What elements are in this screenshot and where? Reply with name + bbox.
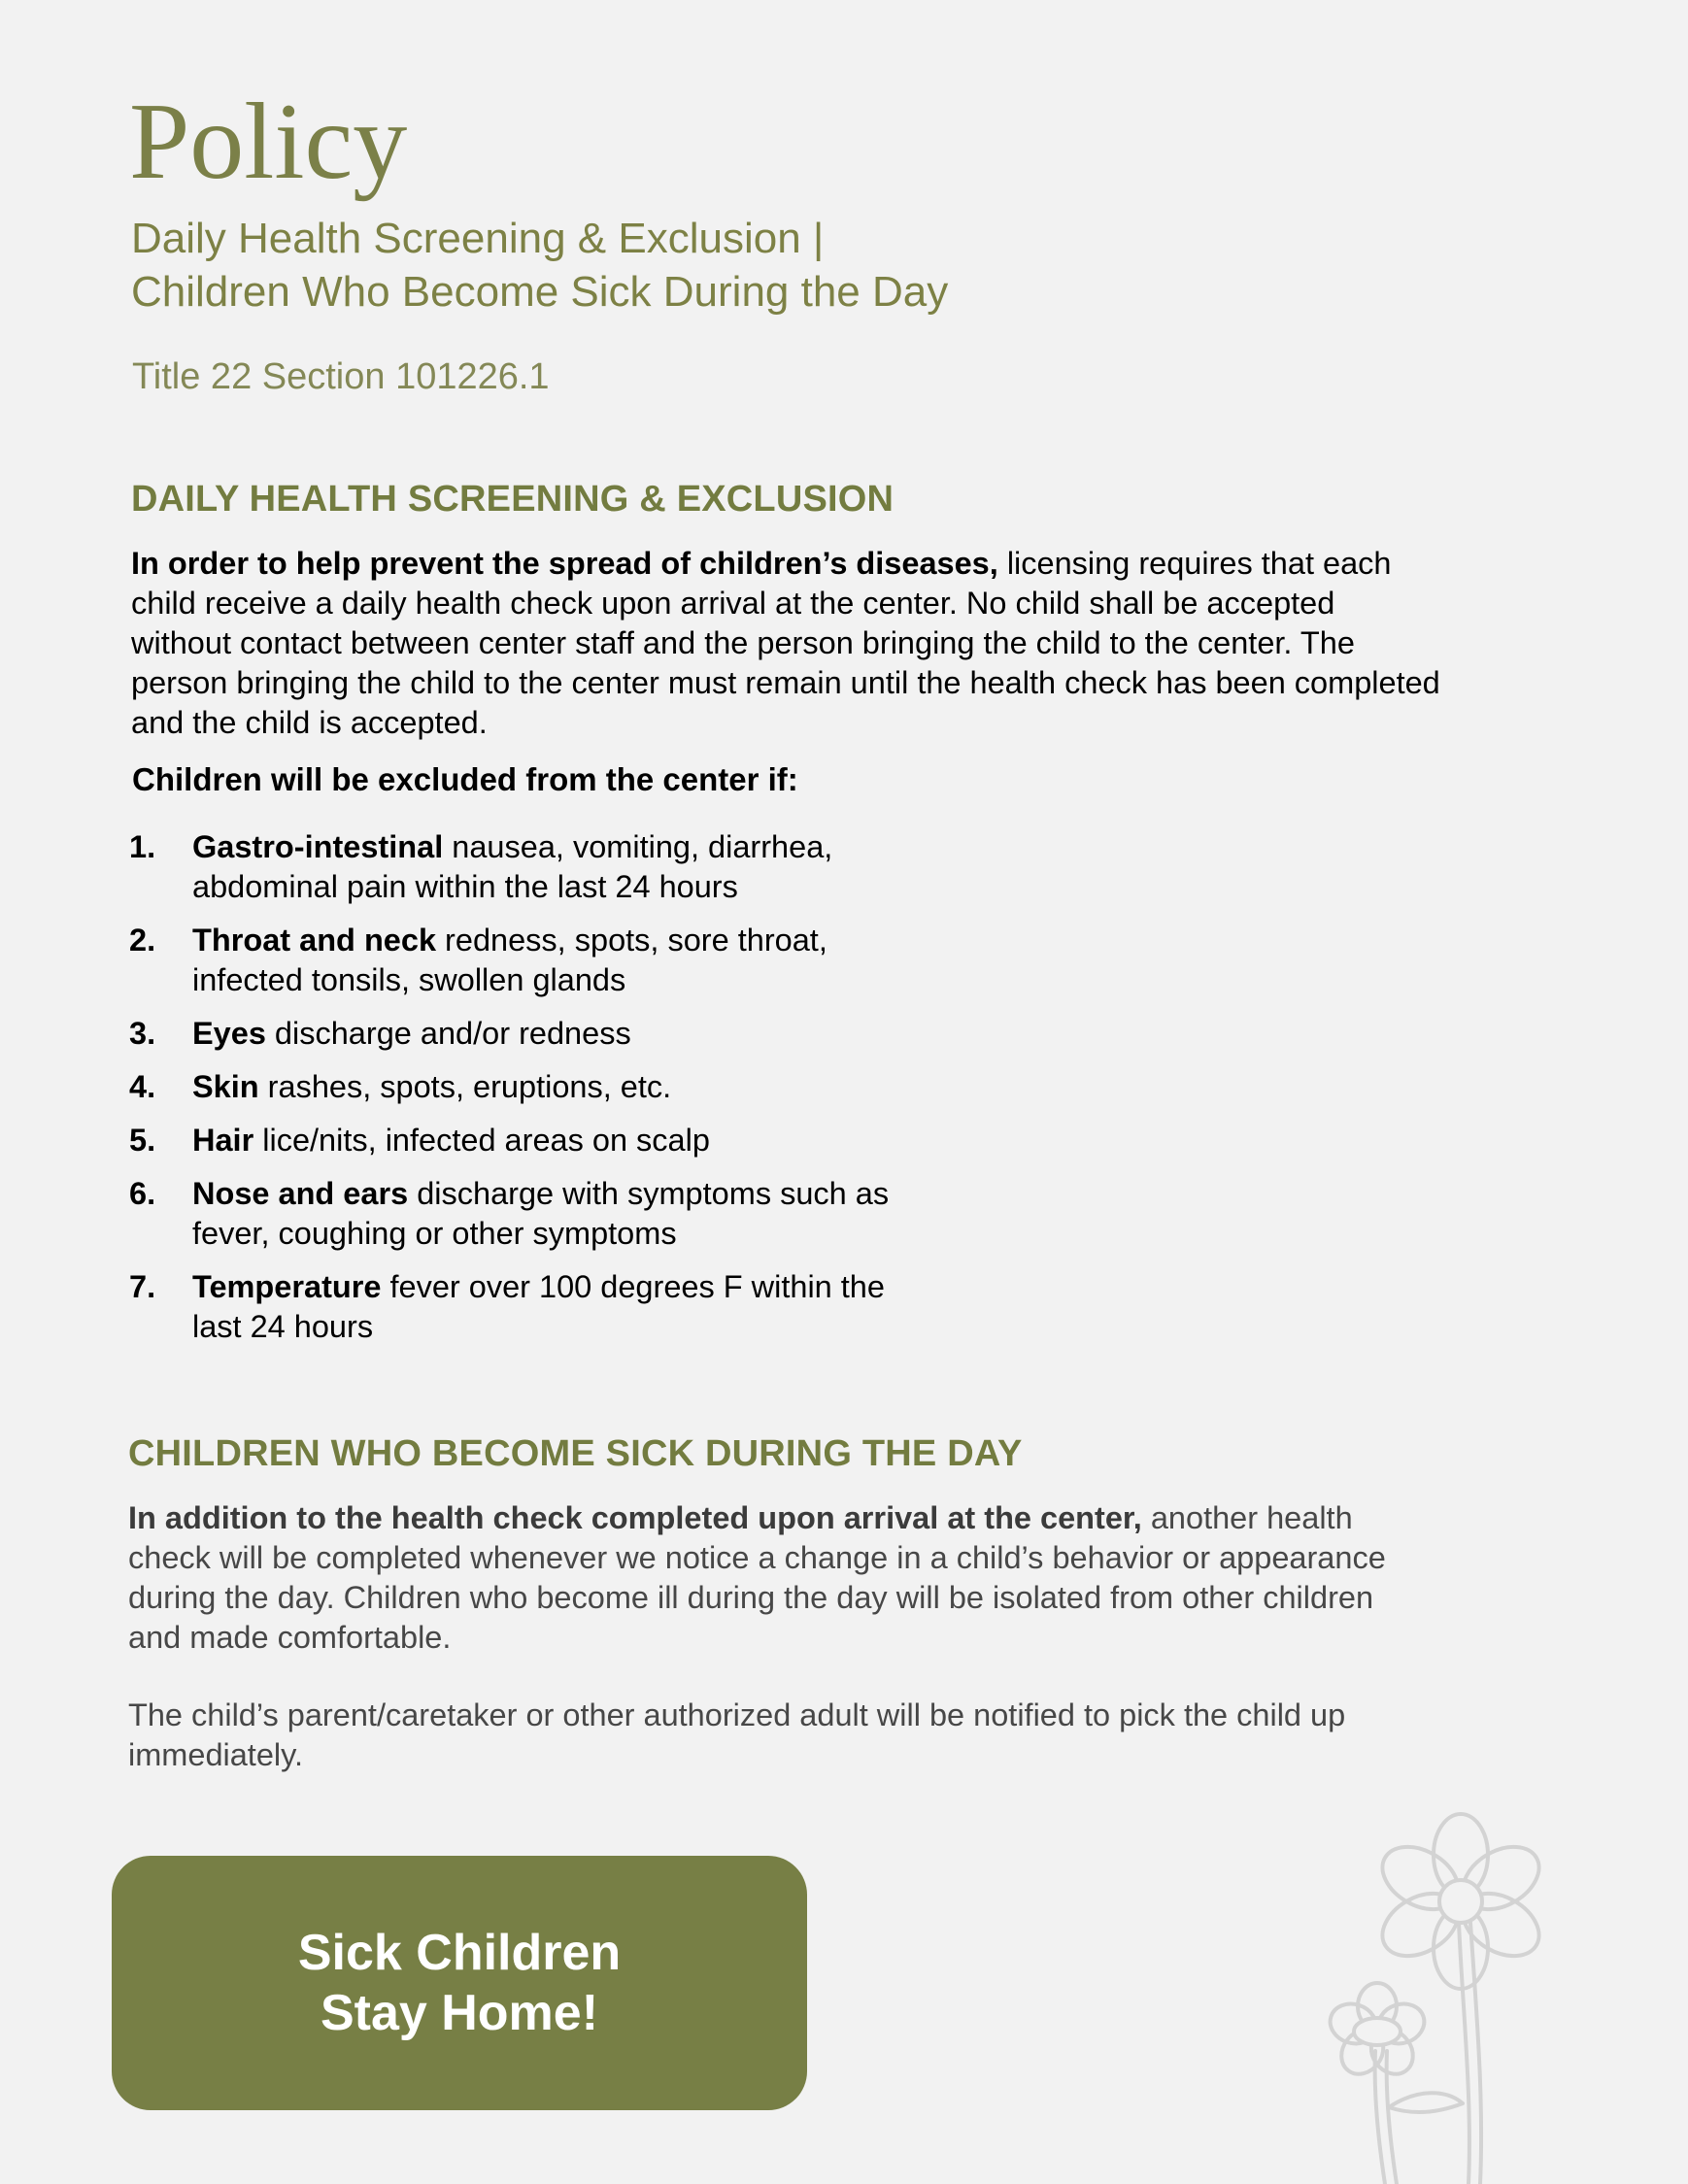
item-category: Temperature: [192, 1269, 382, 1304]
criteria-item: [129, 827, 889, 907]
criteria-item: [129, 921, 889, 1000]
item-text: nausea, vomiting, diarrhea,: [443, 829, 833, 864]
item-text: discharge with symptoms such as: [408, 1176, 890, 1211]
item-category: Hair: [192, 1123, 254, 1158]
exclusion-criteria-list: [129, 827, 889, 1361]
item-number: 6.: [129, 1176, 156, 1211]
criteria-item: [129, 1014, 889, 1054]
section-heading-sick-during-day: CHILDREN WHO BECOME SICK DURING THE DAY: [128, 1433, 1023, 1474]
section-heading-screening: DAILY HEALTH SCREENING & EXCLUSION: [131, 479, 895, 520]
screening-intro-paragraph: [131, 544, 1549, 743]
item-text: rashes, spots, eruptions, etc.: [258, 1069, 672, 1104]
paragraph-line: check will be completed whenever we notice a change in a child’s behavior or appearance: [128, 1540, 1386, 1575]
paragraph-line: person bringing the child to the center must remain until the health check has been completed: [131, 665, 1440, 700]
intro-emphasis: In order to help prevent the spread of children’s diseases,: [131, 546, 998, 581]
item-number: 5.: [129, 1123, 156, 1158]
item-category: Nose and ears: [192, 1176, 409, 1211]
item-line: [192, 1121, 889, 1160]
criteria-item: [129, 1067, 889, 1107]
item-number: 4.: [129, 1069, 156, 1104]
subtitle-line: Children Who Become Sick During the Day: [131, 268, 949, 316]
item-line: fever, coughing or other symptoms: [192, 1216, 677, 1251]
notification-paragraph: [128, 1696, 1345, 1775]
item-line: last 24 hours: [192, 1309, 374, 1344]
flower-icon: [1292, 1787, 1583, 2184]
item-category: Eyes: [192, 1016, 266, 1051]
item-number: 1.: [129, 829, 156, 864]
paragraph-line: during the day. Children who become ill during the day will be isolated from other children: [128, 1580, 1374, 1615]
item-number: 7.: [129, 1269, 156, 1304]
criteria-item: [129, 1174, 889, 1254]
paragraph-line: [131, 544, 1549, 584]
item-number: 3.: [129, 1016, 156, 1051]
criteria-item: [129, 1121, 889, 1160]
exclusion-lead-in: Children will be excluded from the center if:: [132, 761, 798, 797]
subtitle-line: Daily Health Screening & Exclusion |: [131, 215, 825, 262]
item-line: infected tonsils, swollen glands: [192, 962, 626, 997]
callout-text: [298, 1923, 621, 2043]
intro-emphasis: In addition to the health check completed upon arrival at the center,: [128, 1500, 1142, 1535]
item-line: [192, 827, 889, 867]
intro-text: licensing requires that each: [997, 546, 1392, 581]
paragraph-line: The child’s parent/caretaker or other authorized adult will be notified to pick the child up: [128, 1697, 1346, 1732]
paragraph-line: and made comfortable.: [128, 1620, 452, 1655]
item-text: fever over 100 degrees F within the: [381, 1269, 885, 1304]
item-line: [192, 1174, 889, 1214]
item-category: Gastro-intestinal: [192, 829, 444, 864]
intro-text: another health: [1141, 1500, 1353, 1535]
item-text: discharge and/or redness: [265, 1016, 631, 1051]
sick-intro-paragraph: [128, 1498, 1386, 1658]
callout-line: Sick Children: [297, 1925, 622, 1981]
item-line: [192, 1067, 889, 1107]
paragraph-line: and the child is accepted.: [131, 705, 488, 740]
item-line: [192, 1014, 889, 1054]
paragraph-line: child receive a daily health check upon arrival at the center. No child shall be accepted: [131, 586, 1335, 621]
item-line: abdominal pain within the last 24 hours: [192, 869, 738, 904]
item-line: [192, 1267, 889, 1307]
item-category: Skin: [192, 1069, 259, 1104]
regulation-reference: Title 22 Section 101226.1: [132, 356, 550, 397]
item-number: 2.: [129, 923, 156, 958]
paragraph-line: without contact between center staff and the person bringing the child to the center. The: [131, 625, 1355, 660]
item-category: Throat and neck: [192, 923, 437, 958]
paragraph-line: immediately.: [128, 1737, 304, 1772]
criteria-item: [129, 1267, 889, 1347]
paragraph-line: [128, 1498, 1386, 1538]
page-title: Policy: [129, 82, 408, 202]
sick-children-callout: [112, 1856, 807, 2110]
item-line: [192, 921, 889, 960]
callout-line: Stay Home!: [320, 1985, 599, 2041]
item-text: lice/nits, infected areas on scalp: [253, 1123, 710, 1158]
item-text: redness, spots, sore throat,: [436, 923, 827, 958]
page-subtitle: [131, 212, 948, 319]
